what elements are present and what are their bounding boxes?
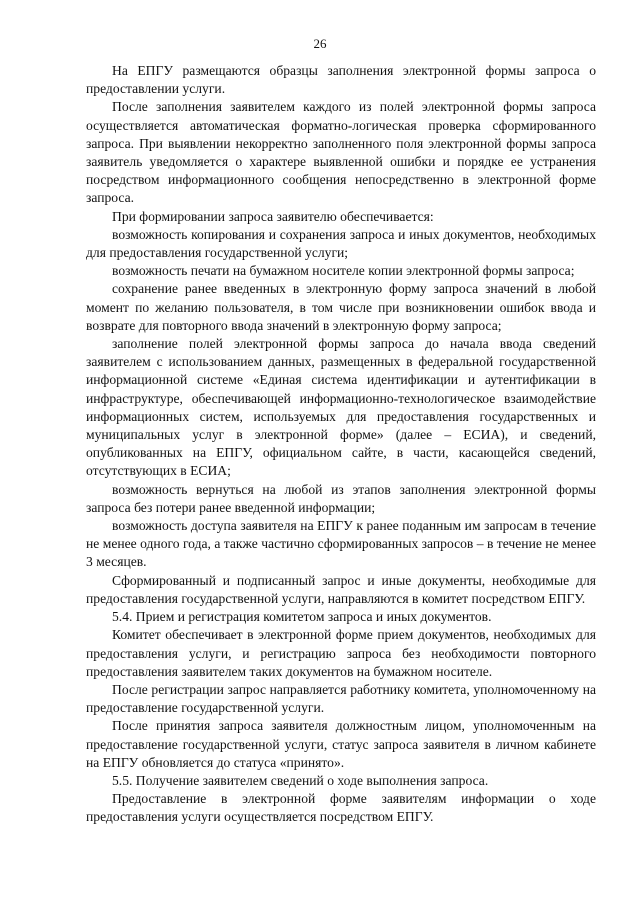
section-heading: 5.5. Получение заявителем сведений о ходе выполнения запроса.	[112, 772, 489, 788]
paragraph: После принятия запроса заявителя должностным лицом, уполномоченным на предоставление государственной услуги, статус запроса заявителя в личном кабинете на ЕПГУ обновляется до статуса «принято».	[86, 718, 596, 770]
paragraph: возможность печати на бумажном носителе копии электронной формы запроса;	[112, 263, 575, 279]
paragraph: возможность доступа заявителя на ЕПГУ к ранее поданным им запросам в течение не менее одного года, а также частично сформированных запросов – в течение не менее 3 месяцев.	[86, 518, 596, 570]
paragraph: Комитет обеспечивает в электронной форме прием документов, необходимых для предоставления услуги, и регистрацию запроса без необходимости повторного предоставления заявителем таких документов на бумажном носителе.	[86, 627, 596, 679]
paragraph: Сформированный и подписанный запрос и иные документы, необходимые для предоставления государственной услуги, направляются в комитет посредством ЕПГУ.	[86, 572, 596, 606]
document-body	[86, 62, 596, 827]
paragraph: После регистрации запрос направляется работнику комитета, уполномоченному на предоставление государственной услуги.	[86, 681, 596, 716]
paragraph: На ЕПГУ размещаются образцы заполнения электронной формы запроса о предоставлении услуги.	[86, 63, 596, 97]
paragraph: возможность копирования и сохранения запроса и иных документов, необходимых для предоставления государственной услуги;	[86, 226, 596, 261]
paragraph: После заполнения заявителем каждого из полей электронной формы запроса осуществляется автоматическая форматно-логическая проверка сформированного запроса. При выявлении некорректно заполненного поля электронной формы запроса заявитель уведомляется о характере выявленной ошибки и порядке ее устранения посредством информационного сообщения непосредственно в электронной форме запроса.	[86, 99, 596, 206]
section-heading: 5.4. Прием и регистрация комитетом запроса и иных документов.	[112, 609, 492, 625]
paragraph: заполнение полей электронной формы запроса до начала ввода сведений заявителем с использованием данных, размещенных в федеральной государственной информационной системе «Единая система идентификации и аутентификации в инфраструктуре, обеспечивающей информационно-технологическое взаимодействие информационных систем, используемых для предоставления государственных и муниципальных услуг в электронной форме» (далее – ЕСИА), и сведений, опубликованных на ЕПГУ, официальном сайте, в части, касающейся сведений, отсутствующих в ЕСИА;	[86, 336, 596, 479]
paragraph: При формировании запроса заявителю обеспечивается:	[112, 208, 434, 224]
paragraph: Предоставление в электронной форме заявителям информации о ходе предоставления услуги осуществляется посредством ЕПГУ.	[86, 791, 596, 825]
paragraph: сохранение ранее введенных в электронную форму запроса значений в любой момент по желанию пользователя, в том числе при возникновении ошибок ввода и возврате для повторного ввода значений в электронную форму запроса;	[86, 281, 596, 333]
page-number: 26	[313, 36, 327, 51]
paragraph: возможность вернуться на любой из этапов заполнения электронной формы запроса без потери ранее введенной информации;	[86, 481, 596, 515]
